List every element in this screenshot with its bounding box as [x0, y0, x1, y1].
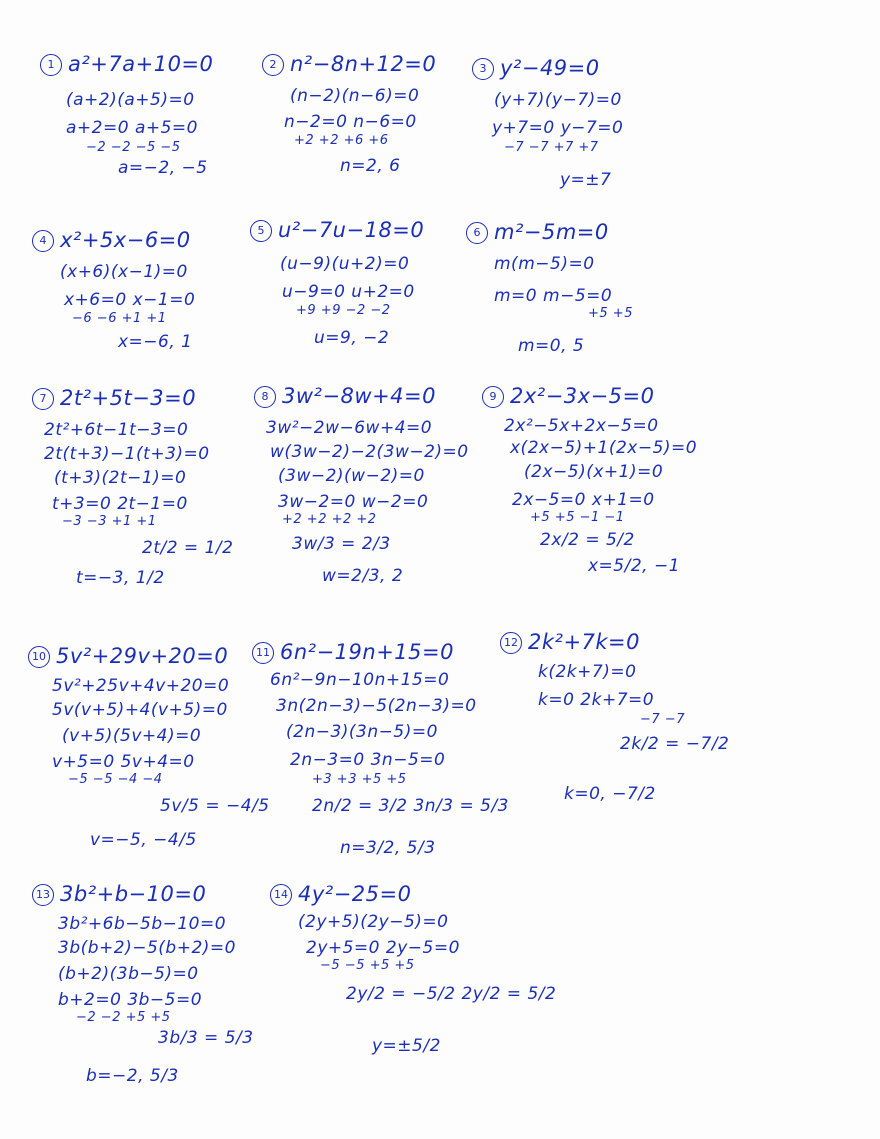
problem-10-header: [28, 644, 228, 668]
problem-8-step: (3w−2)(w−2)=0: [278, 466, 425, 486]
problem-6-answer: m=0, 5: [518, 336, 585, 356]
problem-12-step: −7 −7: [640, 712, 685, 727]
problem-1-header: [40, 52, 213, 76]
problem-7-step: t+3=0 2t−1=0: [52, 494, 188, 514]
problem-7-step: 2t/2 = 1/2: [142, 538, 234, 558]
problem-13-header: [32, 882, 206, 906]
problem-11-step: 3n(2n−3)−5(2n−3)=0: [276, 696, 477, 716]
problem-3-step: y+7=0 y−7=0: [492, 118, 624, 138]
problem-4-equation: x²+5x−6=0: [60, 228, 191, 252]
problem-10-step: 5v²+25v+4v+20=0: [52, 676, 230, 696]
problem-5-step: (u−9)(u+2)=0: [280, 254, 410, 274]
problem-12-step: 2k/2 = −7/2: [620, 734, 730, 754]
problem-13-step: 3b/3 = 5/3: [158, 1028, 254, 1048]
problem-7-step: 2t(t+3)−1(t+3)=0: [44, 444, 210, 464]
problem-number-badge: 10: [28, 646, 50, 668]
problem-number-badge: 8: [254, 386, 276, 408]
problem-11-step: 6n²−9n−10n+15=0: [270, 670, 450, 690]
problem-13-step: −2 −2 +5 +5: [76, 1010, 171, 1025]
problem-14-equation: 4y²−25=0: [298, 882, 412, 906]
problem-14-step: −5 −5 +5 +5: [320, 958, 415, 973]
problem-10-step: 5v(v+5)+4(v+5)=0: [52, 700, 228, 720]
problem-number-badge: 7: [32, 388, 54, 410]
problem-number-badge: 12: [500, 632, 522, 654]
problem-13-equation: 3b²+b−10=0: [60, 882, 207, 906]
problem-12-step: k=0 2k+7=0: [538, 690, 655, 710]
problem-5-header: [250, 218, 424, 242]
problem-9-step: 2x/2 = 5/2: [540, 530, 635, 550]
problem-14-step: 2y/2 = −5/2 2y/2 = 5/2: [346, 984, 557, 1004]
problem-10-step: v+5=0 5v+4=0: [52, 752, 195, 772]
problem-10-answer: v=−5, −4/5: [90, 830, 197, 850]
problem-4-step: −6 −6 +1 +1: [72, 311, 167, 326]
problem-number-badge: 2: [262, 54, 284, 76]
problem-5-step: u−9=0 u+2=0: [282, 282, 415, 302]
problem-2-step: +2 +2 +6 +6: [294, 133, 389, 148]
problem-7-step: 2t²+6t−1t−3=0: [44, 420, 189, 440]
problem-13-step: 3b²+6b−5b−10=0: [58, 914, 227, 934]
problem-13-answer: b=−2, 5/3: [86, 1066, 179, 1086]
problem-4-header: [32, 228, 191, 252]
problem-11-equation: 6n²−19n+15=0: [280, 640, 454, 664]
problem-9-equation: 2x²−3x−5=0: [510, 384, 655, 408]
problem-12-step: k(2k+7)=0: [538, 662, 637, 682]
problem-9-step: x(2x−5)+1(2x−5)=0: [510, 438, 698, 458]
problem-13-step: b+2=0 3b−5=0: [58, 990, 203, 1010]
problem-4-step: x+6=0 x−1=0: [64, 290, 196, 310]
problem-8-answer: w=2/3, 2: [322, 566, 404, 586]
problem-7-step: −3 −3 +1 +1: [62, 514, 157, 529]
problem-6-step: m=0 m−5=0: [494, 286, 613, 306]
problem-14-step: (2y+5)(2y−5)=0: [298, 912, 449, 932]
problem-12-answer: k=0, −7/2: [564, 784, 656, 804]
problem-5-answer: u=9, −2: [314, 328, 390, 348]
problem-12-header: [500, 630, 640, 654]
problem-6-header: [466, 220, 609, 244]
problem-8-step: w(3w−2)−2(3w−2)=0: [270, 442, 469, 462]
problem-2-answer: n=2, 6: [340, 156, 401, 176]
problem-12-equation: 2k²+7k=0: [528, 630, 641, 654]
problem-8-equation: 3w²−8w+4=0: [282, 384, 436, 408]
problem-number-badge: 3: [472, 58, 494, 80]
problem-4-answer: x=−6, 1: [118, 332, 193, 352]
problem-14-answer: y=±5/2: [372, 1036, 441, 1056]
problem-9-step: (2x−5)(x+1)=0: [524, 462, 664, 482]
problem-1-step: a+2=0 a+5=0: [66, 118, 198, 138]
problem-3-step: (y+7)(y−7)=0: [494, 90, 622, 110]
problem-2-header: [262, 52, 436, 76]
problem-9-header: [482, 384, 655, 408]
problem-13-step: (b+2)(3b−5)=0: [58, 964, 199, 984]
problem-number-badge: 6: [466, 222, 488, 244]
problem-number-badge: 11: [252, 642, 274, 664]
problem-10-step: 5v/5 = −4/5: [160, 796, 270, 816]
problem-10-equation: 5v²+29v+20=0: [56, 644, 229, 668]
problem-6-step: +5 +5: [588, 306, 633, 321]
problem-9-step: 2x−5=0 x+1=0: [512, 490, 655, 510]
problem-6-equation: m²−5m=0: [494, 220, 609, 244]
problem-8-header: [254, 384, 436, 408]
problem-11-step: 2n−3=0 3n−5=0: [290, 750, 446, 770]
problem-10-step: −5 −5 −4 −4: [68, 772, 163, 787]
problem-3-header: [472, 56, 600, 80]
problem-3-answer: y=±7: [560, 170, 612, 190]
problem-number-badge: 14: [270, 884, 292, 906]
problem-7-step: (t+3)(2t−1)=0: [54, 468, 187, 488]
problem-2-step: (n−2)(n−6)=0: [290, 86, 420, 106]
problem-11-answer: n=3/2, 5/3: [340, 838, 436, 858]
problem-11-step: +3 +3 +5 +5: [312, 772, 407, 787]
problem-11-step: (2n−3)(3n−5)=0: [286, 722, 438, 742]
problem-2-equation: n²−8n+12=0: [290, 52, 437, 76]
problem-8-step: 3w²−2w−6w+4=0: [266, 418, 433, 438]
problem-1-step: (a+2)(a+5)=0: [66, 90, 195, 110]
problem-11-header: [252, 640, 454, 664]
problem-8-step: 3w−2=0 w−2=0: [278, 492, 429, 512]
problem-number-badge: 13: [32, 884, 54, 906]
problem-4-step: (x+6)(x−1)=0: [60, 262, 188, 282]
problem-9-step: +5 +5 −1 −1: [530, 510, 625, 525]
problem-8-step: 3w/3 = 2/3: [292, 534, 391, 554]
problem-6-step: m(m−5)=0: [494, 254, 595, 274]
problem-1-equation: a²+7a+10=0: [68, 52, 214, 76]
problem-3-step: −7 −7 +7 +7: [504, 140, 599, 155]
problem-1-step: −2 −2 −5 −5: [86, 140, 181, 155]
problem-7-header: [32, 386, 196, 410]
problem-number-badge: 1: [40, 54, 62, 76]
problem-2-step: n−2=0 n−6=0: [284, 112, 417, 132]
problem-5-equation: u²−7u−18=0: [278, 218, 425, 242]
problem-9-answer: x=5/2, −1: [588, 556, 681, 576]
problem-7-answer: t=−3, 1/2: [76, 568, 165, 588]
problem-14-header: [270, 882, 411, 906]
problem-5-step: +9 +9 −2 −2: [296, 303, 391, 318]
problem-1-answer: a=−2, −5: [118, 158, 208, 178]
problem-number-badge: 5: [250, 220, 272, 242]
problem-number-badge: 4: [32, 230, 54, 252]
problem-3-equation: y²−49=0: [500, 56, 600, 80]
problem-8-step: +2 +2 +2 +2: [282, 512, 377, 527]
problem-7-equation: 2t²+5t−3=0: [60, 386, 197, 410]
problem-10-step: (v+5)(5v+4)=0: [62, 726, 202, 746]
problem-13-step: 3b(b+2)−5(b+2)=0: [58, 938, 236, 958]
problem-11-step: 2n/2 = 3/2 3n/3 = 5/3: [312, 796, 509, 816]
problem-9-step: 2x²−5x+2x−5=0: [504, 416, 659, 436]
problem-number-badge: 9: [482, 386, 504, 408]
problem-14-step: 2y+5=0 2y−5=0: [306, 938, 460, 958]
